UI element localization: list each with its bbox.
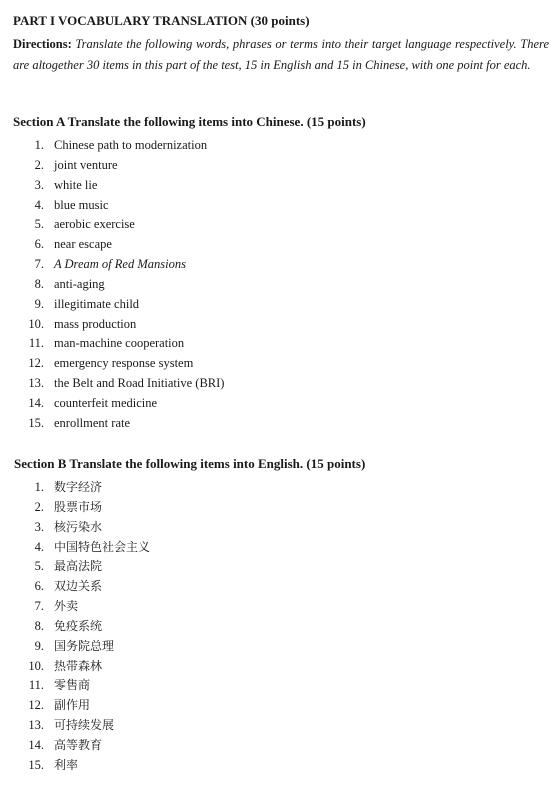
item-number: 3. bbox=[34, 519, 44, 534]
item-text-title: A Dream of Red Mansions bbox=[54, 257, 186, 272]
list-item bbox=[20, 295, 224, 315]
item-number: 5. bbox=[34, 559, 44, 574]
item-number: 2. bbox=[34, 499, 44, 514]
list-item bbox=[20, 736, 150, 756]
list-item bbox=[20, 235, 224, 255]
item-text: enrollment rate bbox=[54, 415, 131, 430]
item-text: 零售商 bbox=[54, 678, 91, 693]
item-text: aerobic exercise bbox=[54, 217, 135, 232]
item-number: 13. bbox=[28, 376, 44, 391]
list-item bbox=[20, 156, 224, 176]
list-item bbox=[20, 518, 150, 538]
item-text: 免疫系统 bbox=[54, 618, 103, 633]
list-item bbox=[20, 676, 150, 696]
list-item bbox=[20, 196, 224, 216]
list-item bbox=[20, 354, 224, 374]
item-number: 8. bbox=[34, 618, 44, 633]
list-item bbox=[20, 334, 224, 354]
list-item bbox=[20, 716, 150, 736]
list-item bbox=[20, 557, 150, 577]
list-item bbox=[20, 255, 224, 275]
item-text: the Belt and Road Initiative (BRI) bbox=[54, 376, 225, 391]
list-item bbox=[20, 414, 224, 434]
item-text: man-machine cooperation bbox=[54, 336, 185, 351]
item-number: 11. bbox=[28, 336, 44, 351]
item-text: illegitimate child bbox=[54, 296, 140, 311]
section-a-list bbox=[20, 136, 224, 434]
item-number: 14. bbox=[28, 737, 44, 752]
list-item bbox=[20, 696, 150, 716]
item-text: anti-aging bbox=[54, 276, 105, 291]
list-item bbox=[20, 657, 150, 677]
item-number: 7. bbox=[34, 599, 44, 614]
item-number: 12. bbox=[28, 698, 44, 713]
list-item bbox=[20, 215, 224, 235]
item-text: near escape bbox=[54, 237, 112, 252]
list-item bbox=[20, 756, 150, 776]
item-text: 双边关系 bbox=[54, 579, 103, 594]
item-text: white lie bbox=[54, 177, 98, 192]
item-text: 中国特色社会主义 bbox=[54, 539, 151, 554]
item-number: 11. bbox=[28, 678, 44, 693]
item-text: 高等教育 bbox=[54, 737, 103, 752]
item-text: mass production bbox=[54, 316, 137, 331]
item-number: 7. bbox=[34, 257, 44, 272]
item-text: joint venture bbox=[54, 157, 118, 172]
list-item bbox=[20, 136, 224, 156]
list-item bbox=[20, 498, 150, 518]
list-item bbox=[20, 275, 224, 295]
item-text: Chinese path to modernization bbox=[54, 138, 208, 152]
item-number: 1. bbox=[34, 138, 44, 152]
item-text: 可持续发展 bbox=[54, 718, 115, 733]
list-item bbox=[20, 374, 224, 394]
list-item bbox=[20, 577, 150, 597]
item-text: 外卖 bbox=[54, 599, 79, 614]
item-text: blue music bbox=[54, 197, 109, 212]
item-number: 6. bbox=[34, 579, 44, 594]
list-item bbox=[20, 597, 150, 617]
list-item bbox=[20, 478, 150, 498]
list-item bbox=[20, 315, 224, 335]
list-item bbox=[20, 176, 224, 196]
item-number: 6. bbox=[34, 237, 44, 252]
directions-text: Translate the following words, phrases or terms into their target language respectively. There are altogether 30 items in this part of the test, 15 in English and 15 in Chinese, with one point for each. bbox=[13, 37, 549, 72]
item-number: 8. bbox=[34, 276, 44, 291]
list-item bbox=[20, 617, 150, 637]
item-number: 10. bbox=[28, 316, 44, 331]
item-number: 9. bbox=[34, 638, 44, 653]
item-number: 14. bbox=[28, 395, 44, 410]
item-number: 2. bbox=[34, 157, 44, 172]
item-number: 9. bbox=[34, 296, 44, 311]
part-title: PART I VOCABULARY TRANSLATION (30 points) bbox=[13, 13, 310, 28]
item-text: 国务院总理 bbox=[54, 638, 115, 653]
item-text: 最高法院 bbox=[54, 559, 103, 574]
item-number: 12. bbox=[28, 356, 44, 371]
item-text: 股票市场 bbox=[54, 499, 103, 514]
item-text: 数字经济 bbox=[54, 480, 103, 494]
item-text: 热带森林 bbox=[54, 658, 103, 673]
item-number: 15. bbox=[28, 415, 44, 430]
directions-label: Directions: bbox=[13, 37, 72, 51]
list-item bbox=[20, 394, 224, 414]
item-text: 利率 bbox=[54, 757, 79, 772]
section-a-title: Section A Translate the following items into Chinese. (15 points) bbox=[13, 114, 366, 129]
item-number: 13. bbox=[28, 718, 44, 733]
list-item bbox=[20, 538, 150, 558]
item-number: 4. bbox=[34, 539, 44, 554]
section-b-title: Section B Translate the following items into English. (15 points) bbox=[14, 456, 366, 471]
item-number: 4. bbox=[34, 197, 44, 212]
item-number: 15. bbox=[28, 757, 44, 772]
item-number: 1. bbox=[34, 480, 44, 494]
item-number: 5. bbox=[34, 217, 44, 232]
item-text: 核污染水 bbox=[54, 519, 103, 534]
item-text: counterfeit medicine bbox=[54, 395, 158, 410]
item-text: 副作用 bbox=[54, 698, 91, 713]
item-text: emergency response system bbox=[54, 356, 194, 371]
directions-paragraph bbox=[13, 34, 549, 76]
list-item bbox=[20, 637, 150, 657]
item-number: 3. bbox=[34, 177, 44, 192]
item-number: 10. bbox=[28, 658, 44, 673]
section-b-list bbox=[20, 478, 150, 776]
